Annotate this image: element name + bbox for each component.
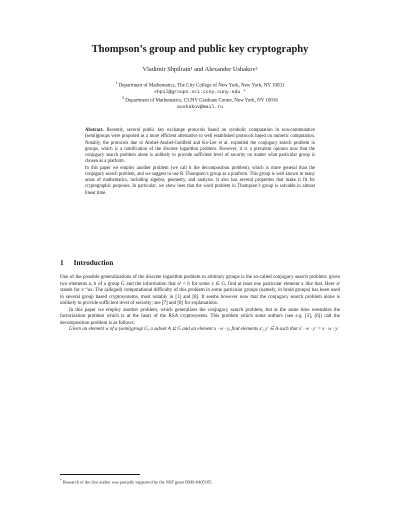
abstract-label: Abstract.	[85, 128, 104, 133]
definition-text: Given an element w of a (semi)group G, a subset A ⊆ G and an element x · w · y, find elements x′, y′ ∈ A such that x′ · w · y′ = x · w · y.	[69, 327, 339, 333]
section-title: Introduction	[73, 258, 114, 267]
affiliation-2-text: Department of Mathematics, CUNY Graduate Center, New York, NY 10016	[125, 98, 278, 104]
section-heading	[60, 258, 113, 267]
footnote-mark: *	[60, 478, 62, 482]
affiliation-1-email: shpil@groups.sci.ccny.cuny.edu *	[153, 90, 247, 96]
paper-authors: Vladimir Shpilrain¹ and Alexander Ushakov²	[142, 66, 258, 73]
abstract-paragraph-1	[85, 128, 315, 166]
affiliation-1-text: Department of Mathematics, The City College of New York, New York, NY 10031	[118, 83, 285, 89]
abstract-paragraph-2: In this paper we employ another problem (we call it the decomposition problem), which is more general than the conjugacy search problem, and we suggest to use R. Thompson’s group as a platform. This group is well known in many areas of mathematics, including algebra, geometry, and analysis. It also has several properties that make it fit for cryptographic purposes. In particular, we show here that the word problem in Thompson’s group is solvable in almost linear time.	[85, 165, 315, 196]
footnote-rule	[60, 474, 140, 475]
section-body	[60, 275, 340, 334]
abstract	[85, 128, 315, 197]
affiliation-1	[60, 80, 340, 96]
footnote	[60, 478, 340, 485]
section-number: 1	[60, 258, 64, 267]
abstract-text-1: Recently, several public key exchange protocols based on symbolic computation in non-commutative (semi)groups were proposed as a more efficient alternative to well established protocols based on numeric computation. Notably, the protocols due to Anshel-Anshel-Goldfeld and Ko-Lee et al. exploited the conjugacy search problem in groups, which is a ramification of the discrete logarithm problem. However, it is a prevalent opinion now that the conjugacy search problem alone is unlikely to provide sufficient level of security no matter what particular group is chosen as a platform.	[85, 128, 315, 165]
affiliation-2	[60, 95, 340, 111]
affiliation-2-email: aushakov@mail.ru	[176, 105, 224, 111]
body-paragraph-2: In this paper we employ another problem, which generalizes the conjugacy search problem, but at the same time resembles the factorization problem which is at the heart of the RSA cryptosystem. This problem which some authors (see e.g. [3], [6]) call the decomposition problem is as follows:	[60, 307, 340, 326]
affiliation-2-mark: 2	[122, 96, 125, 100]
affiliation-1-mark: 1	[115, 81, 118, 85]
paper-title: Thompson’s group and public key cryptography	[91, 44, 309, 55]
body-paragraph-1: One of the possible generalizations of the discrete logarithm problem to arbitrary groups is the so-called conjugacy search problem: given two elements a, b of a group G and the information that aˣ = b for some x ∈ G, find at least one particular element x like that. Here aˣ stands for x⁻¹ax. The (alleged) computational difficulty of this problem in some particular groups (namely, in braid groups) has been used in several group based cryptosystems, most notably in [1] and [8]. It seems however now that the conjugacy search problem alone is unlikely to provide sufficient level of security; see [7] and [8] for explanations.	[60, 275, 340, 307]
footnote-text: Research of the first author was partially supported by the NSF grant DMS-0405105.	[62, 479, 213, 485]
